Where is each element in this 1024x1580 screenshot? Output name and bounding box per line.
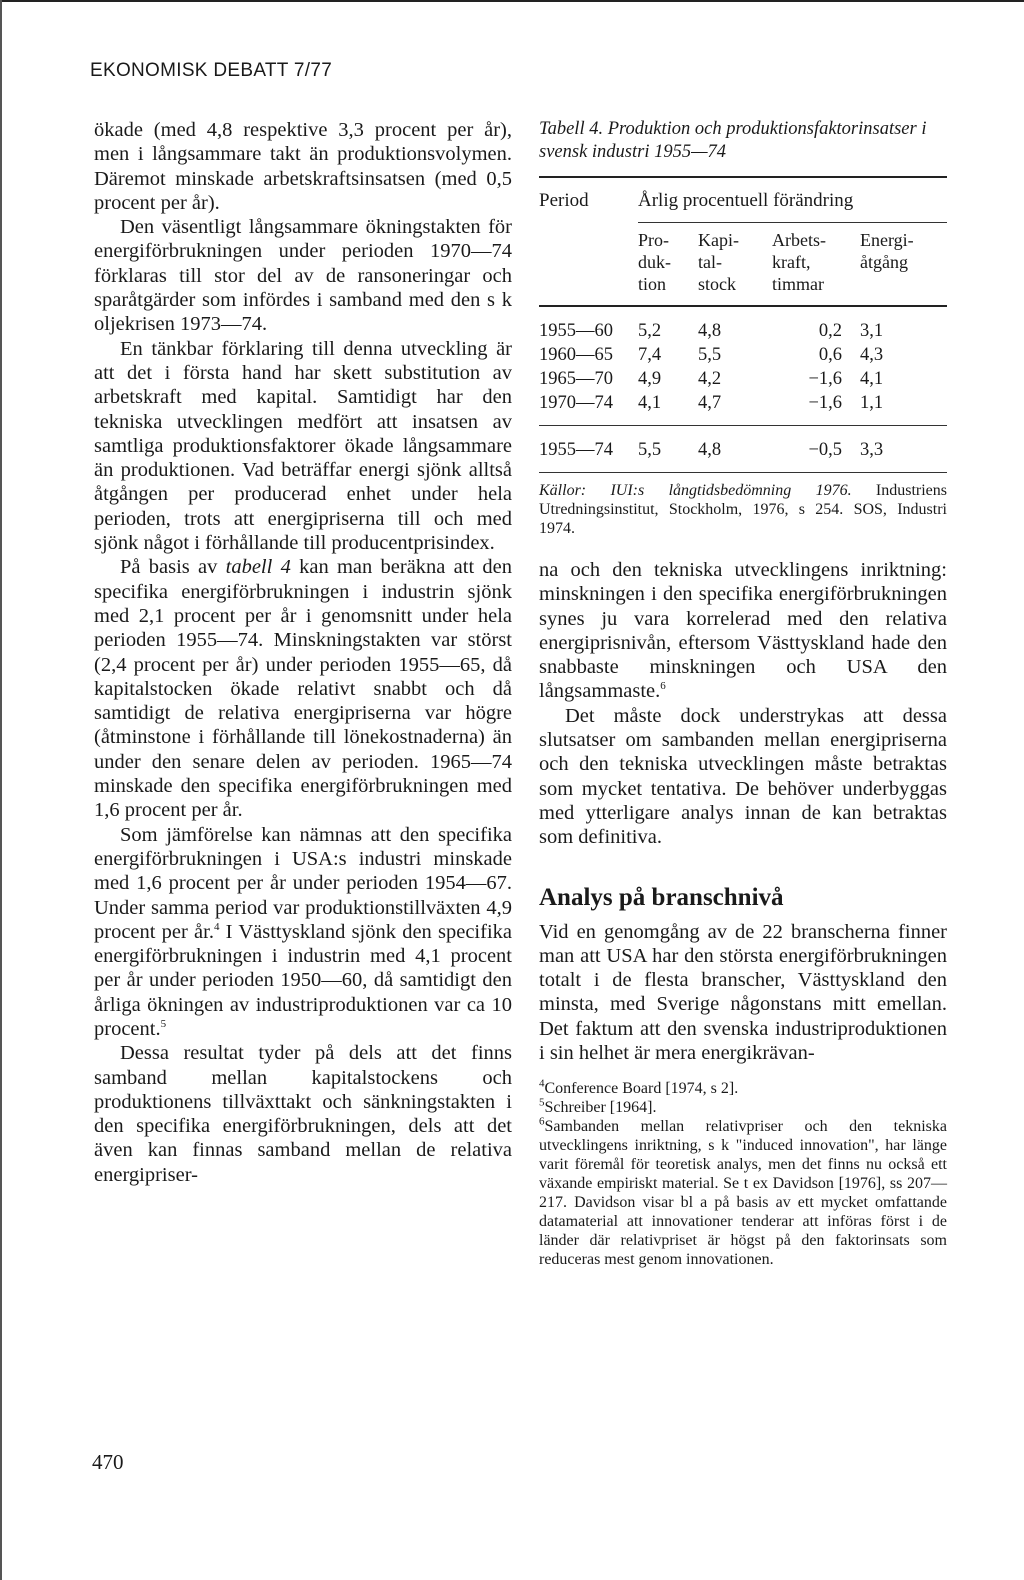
footnote <box>539 1079 947 1098</box>
header-line: duk- <box>638 252 671 272</box>
column-header-production <box>638 223 698 305</box>
table-row <box>539 391 947 425</box>
header-line: kraft, <box>772 252 811 272</box>
paragraph-text: I Västtyskland sjönk den specifika energiförbrukningen i industrin med 4,1 procent per år under perioden 1950—60, då samtidigt den årliga ökningen av industriproduktionen var ca 10 procent. <box>94 920 512 1040</box>
table-caption-text: Produktion och produktionsfaktorinsatser i svensk industri 1955—74 <box>539 119 927 162</box>
cell-energy: 3,1 <box>860 321 884 341</box>
paragraph-text: Som jämförelse kan nämnas att den specifika energiförbrukningen i USA:s industri minskade med 1,6 procent per år under perioden 1954—67. Under samma period var produktionstillväxten 4,9 procent per år. <box>94 823 512 943</box>
header-line: åtgång <box>860 252 908 272</box>
table-header-row <box>539 178 947 222</box>
column-header-energy <box>860 223 947 305</box>
left-column <box>94 118 512 1187</box>
paragraph: Vid en genomgång av de 22 branscherna finner man att USA har den största energiförbrukningen totalt i de flesta branscher, Västtyskland den minsta, med Sverige någonstans mitt emellan. Det faktum att den svenska industriproduktionen i sin helhet är mera energikrävan- <box>539 920 947 1065</box>
cell-period: 1955—74 <box>539 440 613 460</box>
table-caption-label: Tabell 4. <box>539 119 604 139</box>
table-total-row <box>539 438 947 472</box>
data-table <box>539 178 947 472</box>
cell-production: 5,2 <box>638 321 662 341</box>
paragraph <box>94 555 512 822</box>
source-label: Källor: <box>539 482 587 499</box>
cell-period: 1970—74 <box>539 393 613 413</box>
table-rule-header <box>539 305 947 307</box>
header-line: timmar <box>772 274 824 294</box>
cell-period: 1965—70 <box>539 369 613 389</box>
footnotes <box>539 1079 947 1269</box>
header-line: stock <box>698 274 736 294</box>
table-row <box>539 319 947 343</box>
section-heading: Analys på branschnivå <box>539 883 784 911</box>
footnote-marker: 5 <box>160 1018 167 1031</box>
cell-energy: 3,3 <box>860 440 884 460</box>
paragraph <box>539 558 947 704</box>
table-reference: tabell 4 <box>225 556 291 579</box>
cell-capital: 4,7 <box>698 393 722 413</box>
header-line: Pro- <box>638 230 669 250</box>
cell-period: 1960—65 <box>539 345 613 365</box>
footnote-text: Sambanden mellan relativpriser och den tekniska utvecklingens inriktning, s k "induced innovation", har länge varit föremål för teoretisk analys, men det finns nu också ett växande empiriskt material. Se t ex Davidson [1976], ss 207—217. Davidson visar bl a på basis av ett mycket omfattande datamaterial att innovationer tenderar att införas först i de länder där relativpriset är högst på den faktorinsats som reduceras mest genom innovationen. <box>539 1118 947 1269</box>
table-source <box>539 481 947 538</box>
column-header-period: Period <box>539 190 589 211</box>
page-frame-left <box>0 0 2 1580</box>
header-line: Energi- <box>860 230 914 250</box>
cell-energy: 4,1 <box>860 369 884 389</box>
right-column <box>539 118 947 1269</box>
footnote-text: Conference Board [1974, s 2]. <box>544 1080 739 1098</box>
paragraph-text: kan man beräkna att den specifika energiförbrukningen i industrin sjönk med 2,1 procent per år i genomsnitt under hela perioden 1955—74. Minskningstakten var störst (2,4 procent per år) under perioden 1955—65, då kapitalstocken ökade relativt snabbt och då samtidigt de relativa energipriserna var högre (åtminstone i förhållande till lönekostnaderna) än under den senare delen av perioden. 1965—74 minskade den specifika energiförbrukningen med 1,6 procent per år. <box>94 556 513 822</box>
paragraph: Det måste dock understrykas att dessa slutsatser om sambanden mellan energipriserna och den tekniska utvecklingen måste betraktas som mycket tentativa. De behöver underbyggas med ytterligare analys innan de kan betraktas som definitiva. <box>539 704 947 849</box>
cell-labour: −0,5 <box>808 440 842 460</box>
cell-production: 5,5 <box>638 440 662 460</box>
page-frame-top <box>0 0 1024 2</box>
footnote-number: 4 <box>539 1078 545 1091</box>
cell-capital: 4,2 <box>698 369 722 389</box>
table-row <box>539 367 947 391</box>
cell-production: 4,1 <box>638 393 662 413</box>
paragraph: Den väsentligt långsammare ökningstakten för energiförbrukningen under perioden 1970—74 förklaras till stor del av de ransoneringar och sparåtgärder som infördes i samband med den s k oljekrisen 1973—74. <box>94 216 512 336</box>
cell-production: 4,9 <box>638 369 662 389</box>
column-header-group: Årlig procentuell förändring <box>638 190 854 211</box>
footnote-number: 5 <box>539 1097 545 1110</box>
page-number: 470 <box>92 1450 124 1474</box>
table-row <box>539 343 947 367</box>
footnote-text: Schreiber [1964]. <box>544 1099 657 1117</box>
paragraph: ökade (med 4,8 respektive 3,3 procent per år), men i långsammare takt än produktionsvolymen. Däremot minskade arbetskraftsinsatsen (med 0,5 procent per år). <box>94 119 512 214</box>
footnote <box>539 1098 947 1117</box>
table-rule-row <box>539 425 947 438</box>
cell-labour: 0,6 <box>818 345 842 365</box>
paragraph: En tänkbar förklaring till denna utveckling är att det i första hand har skett substitution av arbetskraft med kapital. Samtidigt har den tekniska utvecklingen medfört att insatsen av samtliga produktionsfaktorer ökade långsammare än produktionen. Vad beträffar energi sjönk alltså åtgången per producerad enhet under hela perioden, trots att energipriserna till och med sjönk något i förhållande till producentprisindex. <box>94 337 512 555</box>
cell-capital: 4,8 <box>698 440 722 460</box>
cell-energy: 4,3 <box>860 345 884 365</box>
cell-labour: −1,6 <box>808 393 842 413</box>
cell-period: 1955—60 <box>539 321 613 341</box>
footnote-number: 6 <box>539 1116 545 1129</box>
column-header-capital <box>698 223 772 305</box>
header-line: tion <box>638 274 667 294</box>
paragraph <box>94 823 512 1042</box>
blank-cell <box>539 223 638 305</box>
cell-labour: 0,2 <box>818 321 842 341</box>
cell-production: 7,4 <box>638 345 662 365</box>
cell-labour: −1,6 <box>808 369 842 389</box>
paragraph-text: na och den tekniska utvecklingens inriktning: minskningen i den specifika energiförbrukningen synes ju vara korrelerad med den relativa energiprisnivån, eftersom Västtyskland hade den snabbaste minskningen och USA den långsammaste. <box>539 559 947 703</box>
running-head: EKONOMISK DEBATT 7/77 <box>90 60 333 81</box>
footnote-marker: 6 <box>660 680 666 693</box>
paragraph: Dessa resultat tyder på dels att det finns samband mellan kapitalstockens och produktionens tillväxttakt och sänkningstakten i den specifika energiförbrukningen, dels att det även kan finnas samband mellan de relativa energipriser- <box>94 1042 512 1186</box>
source-text: Industriens Utredningsinstitut, Stockholm, 1976, s 254. SOS, Industri 1974. <box>539 482 948 537</box>
table-rule-row <box>539 305 947 319</box>
spacer <box>539 538 947 558</box>
paragraph-text: På basis av <box>120 556 226 579</box>
table-subheader-labels <box>539 223 947 305</box>
spacer <box>539 850 947 884</box>
footnote-marker: 4 <box>213 920 220 933</box>
table-rule-mid <box>539 425 947 426</box>
table-caption <box>539 118 947 164</box>
table-rule-bottom <box>539 472 947 473</box>
footnote <box>539 1117 947 1269</box>
source-title: IUI:s långtidsbedömning 1976. <box>610 482 852 499</box>
header-line: Kapi- <box>698 230 739 250</box>
header-line: Arbets- <box>772 230 826 250</box>
column-header-labour <box>772 223 860 305</box>
header-line: tal- <box>698 252 722 272</box>
cell-energy: 1,1 <box>860 393 884 413</box>
cell-capital: 5,5 <box>698 345 722 365</box>
cell-capital: 4,8 <box>698 321 722 341</box>
